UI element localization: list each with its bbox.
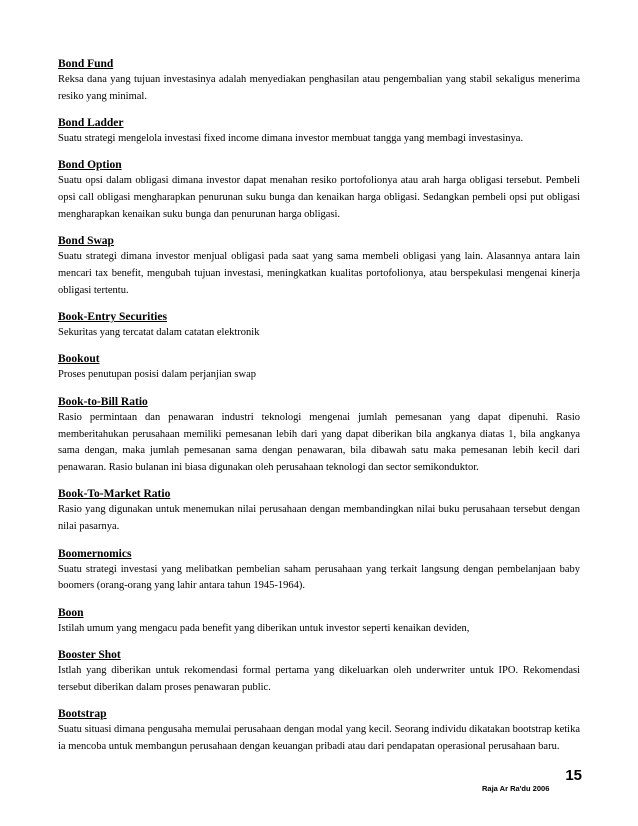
glossary-term: Bond Option <box>58 159 122 172</box>
glossary-entry-book-to-market-ratio <box>58 486 580 536</box>
glossary-term: Boomernomics <box>58 547 132 560</box>
glossary-entry-bond-option <box>58 157 580 223</box>
glossary-term: Bond Ladder <box>58 117 124 130</box>
glossary-definition: Rasio yang digunakan untuk menemukan nilai perusahaan dengan membandingkan nilai buku perusahaan tersebut dengan nilai pasarnya. <box>58 504 580 533</box>
glossary-definition: Suatu strategi investasi yang melibatkan pembelian saham perusahaan yang terkait langsung dengan pembelanjaan baby boomers (orang-orang yang lahir antara tahun 1945-1964). <box>58 563 580 592</box>
glossary-entry-boomernomics <box>58 546 580 596</box>
glossary-entry-booster-shot <box>58 647 580 697</box>
glossary-entry-bond-fund <box>58 56 580 106</box>
glossary-entry-book-to-bill-ratio <box>58 394 580 477</box>
glossary-definition: Sekuritas yang tercatat dalam catatan elektronik <box>58 327 260 339</box>
glossary-term: Boon <box>58 606 84 619</box>
glossary-term: Book-To-Market Ratio <box>58 488 171 501</box>
glossary-entry-boon <box>58 605 580 638</box>
glossary-term: Bootstrap <box>58 708 107 721</box>
glossary-entry-bond-swap <box>58 233 580 299</box>
glossary-definition: Suatu opsi dalam obligasi dimana investor dapat menahan resiko portofolionya atau arah harga obligasi tersebut. Pembeli opsi call obligasi mengharapkan penurunan suku bunga dan kenaikan harga obligasi. Sedangkan pembeli opsi put obligasi mengharapkan kenaikan suku bunga dan penurunan harga obligasi. <box>58 175 580 220</box>
page-footer <box>470 768 582 798</box>
glossary-term: Bookout <box>58 353 100 366</box>
glossary-definition: Suatu situasi dimana pengusaha memulai perusahaan dengan modal yang kecil. Seorang individu dikatakan bootstrap ketika ia mencoba untuk membangun perusahaan dengan keuangan pribadi atau dari pendapatan operasional perusahaan baru. <box>58 724 580 752</box>
glossary-definition: Suatu strategi mengelola investasi fixed income dimana investor membuat tangga yang membagi investasinya. <box>58 133 524 145</box>
page-number: 15 <box>565 767 582 784</box>
glossary-definition: Suatu strategi dimana investor menjual obligasi pada saat yang sama membeli obligasi yang lain. Alasannya antara lain mencari tax benefit, mengubah tujuan investasi, meningkatkan kualitas portofolionya, atau berspekulasi mengenai kinerja obligasi tertentu. <box>58 251 580 296</box>
glossary-entry-book-entry-securities <box>58 309 580 342</box>
glossary-term: Booster Shot <box>58 648 121 661</box>
glossary-entry-bookout <box>58 351 580 384</box>
glossary-definition: Rasio permintaan dan penawaran industri teknologi mengenai jumlah pemesanan yang dapat dipenuhi. Rasio memberitahukan perusahaan memiliki pemesanan lebih dari yang dapat diberikan bila angkanya diatas 1, bila angkanya sama dengan, maka jumlah pemesanan sama dengan penawaran, bila dibawah satu maka pemesanan lebih kecil dari penawaran. Rasio bulanan ini biasa digunakan oleh perusahaan teknologi dan sector semikonduktor. <box>58 411 580 474</box>
footer-author: Raja Ar Ra'du 2006 <box>482 784 550 793</box>
glossary-content <box>58 56 580 765</box>
glossary-definition: Reksa dana yang tujuan investasinya adalah menyediakan penghasilan atau pengembalian yang stabil sekaligus menerima resiko yang minimal. <box>58 74 580 102</box>
glossary-term: Bond Swap <box>58 235 114 248</box>
glossary-definition: Proses penutupan posisi dalam perjanjian swap <box>58 369 257 381</box>
glossary-definition: Istlah yang diberikan untuk rekomendasi formal pertama yang dikeluarkan oleh underwriter untuk IPO. Rekomendasi tersebut diberikan dalam proses penawaran public. <box>58 664 580 693</box>
glossary-entry-bond-ladder <box>58 115 580 148</box>
glossary-term: Book-Entry Securities <box>58 311 167 324</box>
glossary-entry-bootstrap <box>58 706 580 756</box>
glossary-term: Bond Fund <box>58 58 114 70</box>
glossary-definition: Istilah umum yang mengacu pada benefit yang diberikan untuk investor seperti kenaikan deviden, <box>58 622 470 634</box>
glossary-term: Book-to-Bill Ratio <box>58 395 148 408</box>
